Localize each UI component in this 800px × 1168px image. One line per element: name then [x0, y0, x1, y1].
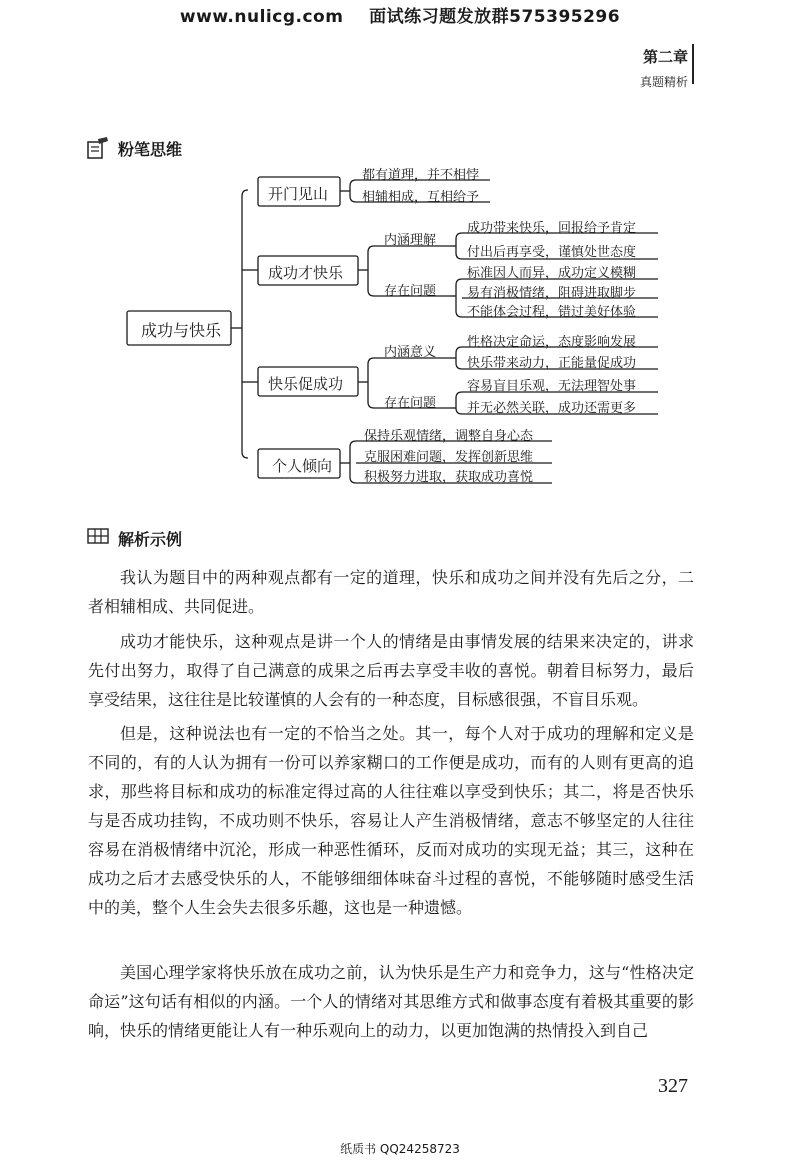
mindmap-leaf: 付出后再享受，谨慎处世态度	[467, 245, 637, 260]
paragraph: 但是，这种说法也有一定的不恰当之处。其一，每个人对于成功的理解和定义是不同的，有的人认为拥有一份可以养家糊口的工作便是成功，而有的人则有更高的追求，那些将目标和成功的标准定得过高的人往往难以享受到快乐；其二，将是否快乐与是否成功挂钩，不成功则不快乐，容易让人产生消极情绪，意志不够坚定的人往往容易在消极情绪中沉沦，形成一种恶性循环，反而对成功的实现无益；其三，这种在成功之后才去感受快乐的人，不能够细细体味奋斗过程的喜悦，不能够随时感受生活中的美，整个人生会失去很多乐趣，这也是一种遗憾。	[88, 724, 694, 917]
mindmap-leaf: 都有道理，并不相悖	[362, 168, 480, 183]
section-title-analysis: 解析示例	[118, 530, 183, 549]
mindmap-subbranch: 存在问题	[384, 396, 437, 411]
mindmap-leaf: 容易盲目乐观，无法理智处事	[467, 379, 637, 394]
mindmap-leaf: 标准因人而异，成功定义模糊	[467, 266, 637, 281]
mindmap-leaf: 快乐带来动力，正能量促成功	[467, 356, 637, 371]
mindmap-leaf: 成功带来快乐，回报给予肯定	[467, 221, 637, 236]
mindmap-leaf: 积极努力进取，获取成功喜悦	[364, 470, 534, 485]
mindmap-leaf: 克服困难问题，发挥创新思维	[364, 450, 534, 465]
grid-icon	[87, 528, 109, 544]
mindmap-leaf: 并无必然关联，成功还需更多	[467, 401, 637, 416]
mindmap-branch: 快乐促成功	[268, 375, 344, 393]
mindmap-subbranch: 内涵理解	[384, 233, 437, 248]
section-title-mindmap: 粉笔思维	[118, 140, 183, 159]
mindmap-root: 成功与快乐	[141, 321, 222, 340]
mindmap-branch: 个人倾向	[272, 457, 333, 475]
paragraph: 我认为题目中的两种观点都有一定的道理，快乐和成功之间并没有先后之分，二者相辅相成、共同促进。	[88, 568, 694, 616]
footer-text: 纸质书 QQ24258723	[340, 1142, 460, 1156]
header-group: 面试练习题发放群575395296	[369, 7, 621, 27]
mindmap-branch: 成功才快乐	[268, 264, 344, 282]
mindmap-leaf: 不能体会过程，错过美好体验	[467, 305, 637, 320]
mindmap-leaf: 保持乐观情绪，调整自身心态	[364, 429, 534, 444]
chapter-subtitle: 真题精析	[639, 75, 688, 89]
paragraph: 美国心理学家将快乐放在成功之前，认为快乐是生产力和竞争力，这与“性格决定命运”这句话有相似的内涵。一个人的情绪对其思维方式和做事态度有着极其重要的影响，快乐的情绪更能让人有一种乐观向上的动力，以更加饱满的热情投入到自己	[88, 963, 694, 1040]
paragraph: 成功才能快乐，这种观点是讲一个人的情绪是由事情发展的结果来决定的，讲求先付出努力，取得了自己满意的成果之后再去享受丰收的喜悦。朝着目标努力，最后享受结果，这往往是比较谨慎的人会有的一种态度，目标感很强，不盲目乐观。	[88, 632, 694, 709]
mindmap-subbranch: 存在问题	[384, 284, 437, 299]
mindmap-subbranch: 内涵意义	[384, 345, 437, 360]
chapter-number: 第二章	[642, 48, 688, 66]
header-url: www.nulicg.com	[179, 7, 344, 27]
mindmap-leaf: 相辅相成，互相给予	[362, 190, 480, 205]
mindmap-branch: 开门见山	[268, 185, 329, 203]
mindmap-leaf: 性格决定命运，态度影响发展	[467, 335, 637, 350]
page-number: 327	[658, 1075, 688, 1097]
mindmap-leaf: 易有消极情绪，阻碍进取脚步	[467, 286, 637, 301]
